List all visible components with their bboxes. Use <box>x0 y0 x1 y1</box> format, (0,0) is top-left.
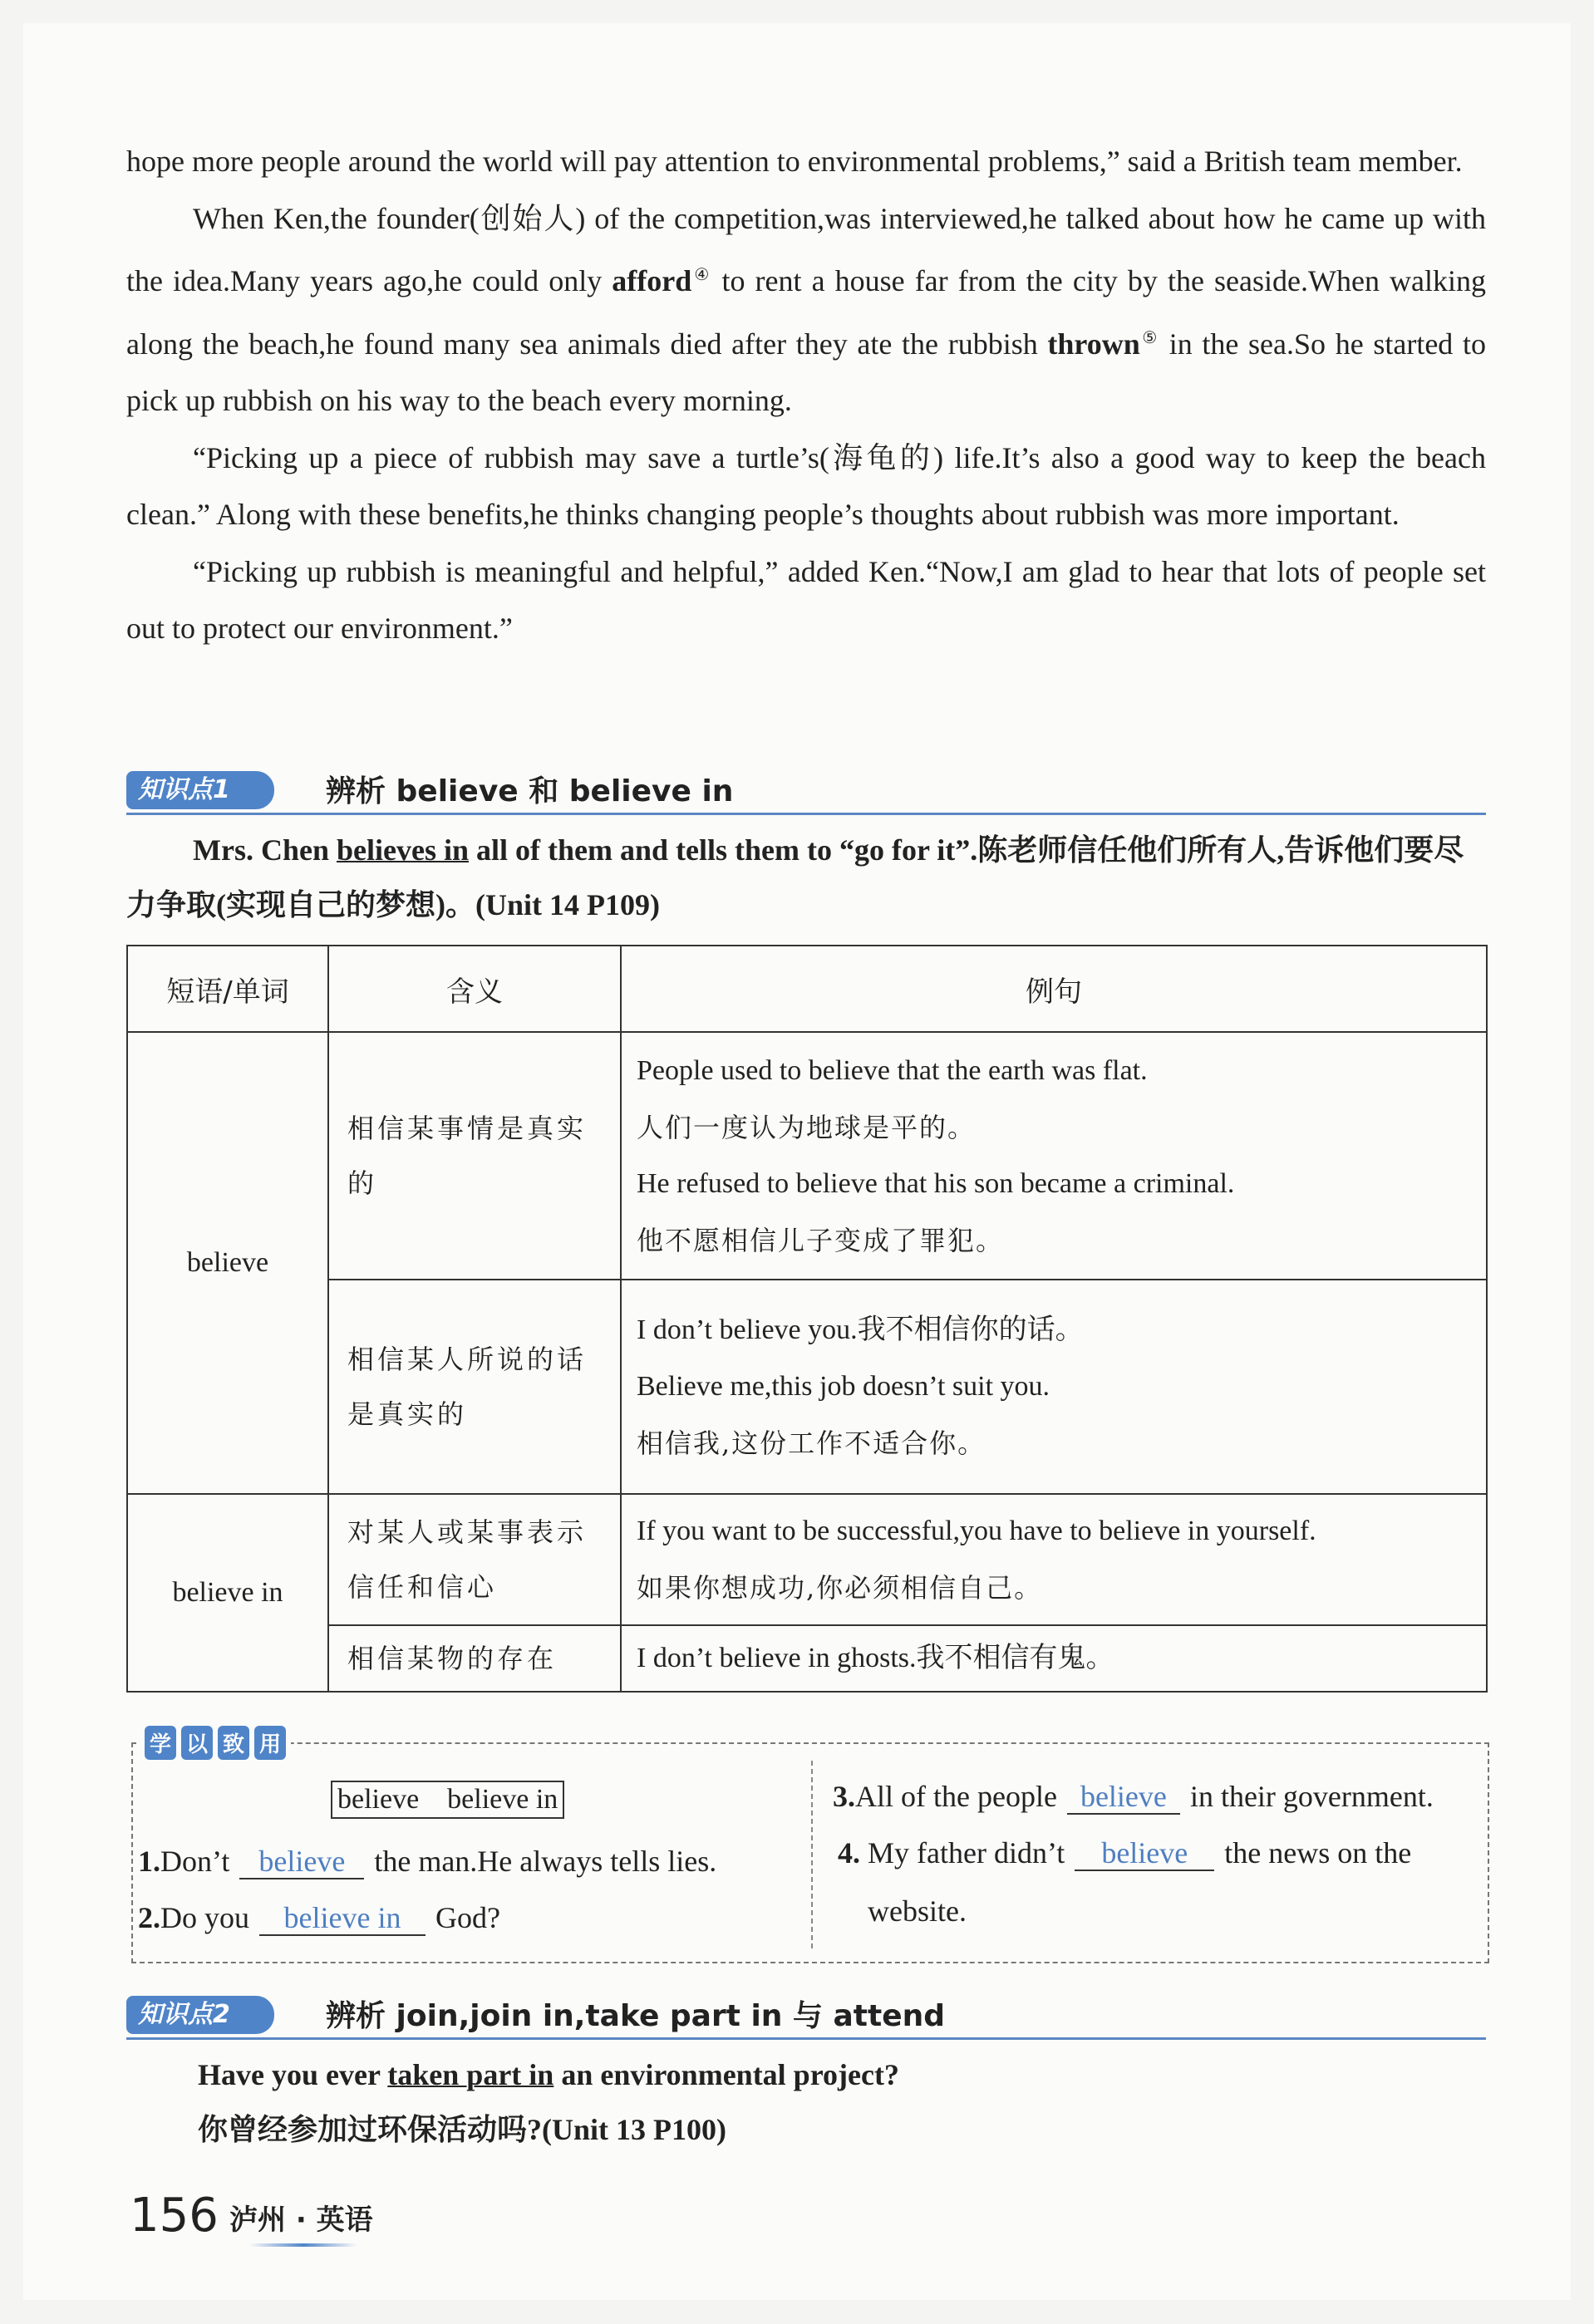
practice-tag-char: 用 <box>254 1726 286 1760</box>
meaning-cell: 对某人或某事表示信任和信心 <box>328 1494 621 1625</box>
example-sentence <box>198 2047 1486 2102</box>
text: Mrs. Chen <box>193 833 337 867</box>
text: When Ken,the founder(创始人) of the competition,was interviewed,he talked about how he came up with the idea.Many years ago,he could only <box>126 201 1486 297</box>
text: God? <box>435 1901 500 1934</box>
example-line: 人们一度认为地球是平的。 <box>637 1112 977 1143</box>
section-title: 辨析 believe 和 believe in <box>326 774 734 808</box>
knowledge-point-tag: 知识点1 <box>126 771 274 809</box>
example-line: I don’t believe you.我不相信你的话。 <box>637 1314 1084 1345</box>
text: to rent a house far from the city by the seaside.When walking along the beach,he found many sea animals died after they ate the rubbish <box>126 264 1487 361</box>
table-row <box>127 1280 1487 1494</box>
page-number: 156 <box>130 2189 219 2243</box>
question-number: 4. <box>838 1836 860 1870</box>
kp2-example <box>198 2047 1486 2157</box>
keyword-thrown: thrown <box>1047 327 1140 361</box>
example-line: Believe me,this job doesn’t suit you. <box>637 1371 1050 1402</box>
answer-blank[interactable]: believe <box>239 1845 364 1879</box>
question-2 <box>138 1900 500 1936</box>
table-header: 含义 <box>328 946 621 1032</box>
text: All of the people <box>855 1780 1057 1813</box>
answer-blank[interactable]: believe <box>1075 1836 1214 1871</box>
text: in their government. <box>1189 1780 1434 1813</box>
text: the man.He always tells lies. <box>374 1845 717 1878</box>
comparison-table <box>126 945 1488 1693</box>
knowledge-point-1-heading <box>126 766 1486 815</box>
practice-tag-char: 以 <box>181 1726 213 1760</box>
example-line: 相信我,这份工作不适合你。 <box>637 1427 986 1459</box>
question-number: 3. <box>833 1780 855 1813</box>
keyword-afford: afford <box>612 264 692 297</box>
underlined-phrase: believes in <box>337 833 469 867</box>
example-line: People used to believe that the earth was flat. <box>637 1055 1148 1086</box>
text: My father didn’t <box>868 1836 1065 1870</box>
table-row <box>127 1625 1487 1692</box>
meaning-cell: 相信某事情是真实的 <box>328 1032 621 1280</box>
example-line: He refused to believe that his son became a criminal. <box>637 1168 1235 1199</box>
paragraph-2 <box>126 190 1486 430</box>
practice-tag-char: 致 <box>218 1726 249 1760</box>
example-line: 如果你想成功,你必须相信自己。 <box>637 1572 1043 1604</box>
question-number: 1. <box>138 1845 160 1878</box>
book-title: 泸州 · 英语 <box>229 2204 373 2237</box>
text: all of them and tells them to “go for it”.陈老师信任他们所有人,告诉他们要尽力争取(实现自己的梦想)。(Unit 14 P109) <box>126 833 1464 921</box>
example-sentence <box>126 823 1486 932</box>
practice-tag-char: 学 <box>145 1726 176 1760</box>
note-marker-4: ④ <box>691 266 712 284</box>
knowledge-point-2-heading <box>126 1991 1486 2040</box>
section-title: 辨析 join,join in,take part in 与 attend <box>326 1999 946 2033</box>
text: the news on the <box>1224 1836 1412 1870</box>
example-line: 他不愿相信儿子变成了罪犯。 <box>637 1225 1005 1256</box>
practice-box <box>131 1732 1489 1963</box>
practice-tag <box>140 1726 291 1760</box>
text: Don’t <box>160 1845 230 1878</box>
note-marker-5: ⑤ <box>1139 328 1160 347</box>
text: Do you <box>160 1901 249 1934</box>
word-bank: believe believe in <box>331 1781 564 1819</box>
term-cell: believe in <box>127 1494 328 1692</box>
question-4-continued: website. <box>868 1894 967 1928</box>
paragraph-1: hope more people around the world will pay attention to environmental problems,” said a British team member. <box>126 145 1463 178</box>
table-row <box>127 1032 1487 1280</box>
text: in the sea.So he started to pick up rubbish on his way to the beach every morning. <box>126 327 1486 417</box>
example-line: If you want to be successful,you have to believe in yourself. <box>637 1516 1316 1546</box>
meaning-cell: 相信某人所说的话是真实的 <box>328 1280 621 1494</box>
answer-blank[interactable]: believe in <box>259 1901 426 1936</box>
underlined-phrase: taken part in <box>387 2058 554 2091</box>
term-cell: believe <box>127 1032 328 1494</box>
table-header-row <box>127 946 1487 1032</box>
kp1-example <box>126 823 1486 932</box>
footer-decoration <box>249 2243 357 2247</box>
text: Have you ever <box>198 2058 388 2091</box>
table-row <box>127 1494 1487 1625</box>
example-cell <box>621 1280 1487 1494</box>
example-translation: 你曾经参加过环保活动吗?(Unit 13 P100) <box>198 2113 726 2146</box>
text: an environmental project? <box>553 2058 899 2091</box>
example-cell <box>621 1494 1487 1625</box>
paragraph-4: “Picking up rubbish is meaningful and helpful,” added Ken.“Now,I am glad to hear that lots of people set out to protect our environment.” <box>126 554 1486 645</box>
paragraph-3: “Picking up a piece of rubbish may save a turtle’s(海龟的) life.It’s also a good way to keep the beach clean.” Along with these benefits,he thinks changing people’s thoughts about rubbish was more important. <box>126 440 1486 531</box>
meaning-cell: 相信某物的存在 <box>328 1625 621 1692</box>
question-4 <box>838 1835 1411 1871</box>
question-number: 2. <box>138 1901 160 1934</box>
question-1 <box>138 1844 716 1879</box>
example-line: I don’t believe in ghosts.我不相信有鬼。 <box>637 1643 1114 1673</box>
question-3 <box>833 1779 1434 1815</box>
example-cell <box>621 1032 1487 1280</box>
knowledge-point-tag: 知识点2 <box>126 1996 274 2034</box>
table-header: 短语/单词 <box>127 946 328 1032</box>
passage <box>126 133 1486 657</box>
column-divider <box>811 1761 813 1948</box>
example-cell <box>621 1625 1487 1692</box>
table-header: 例句 <box>621 946 1487 1032</box>
answer-blank[interactable]: believe <box>1067 1780 1180 1815</box>
